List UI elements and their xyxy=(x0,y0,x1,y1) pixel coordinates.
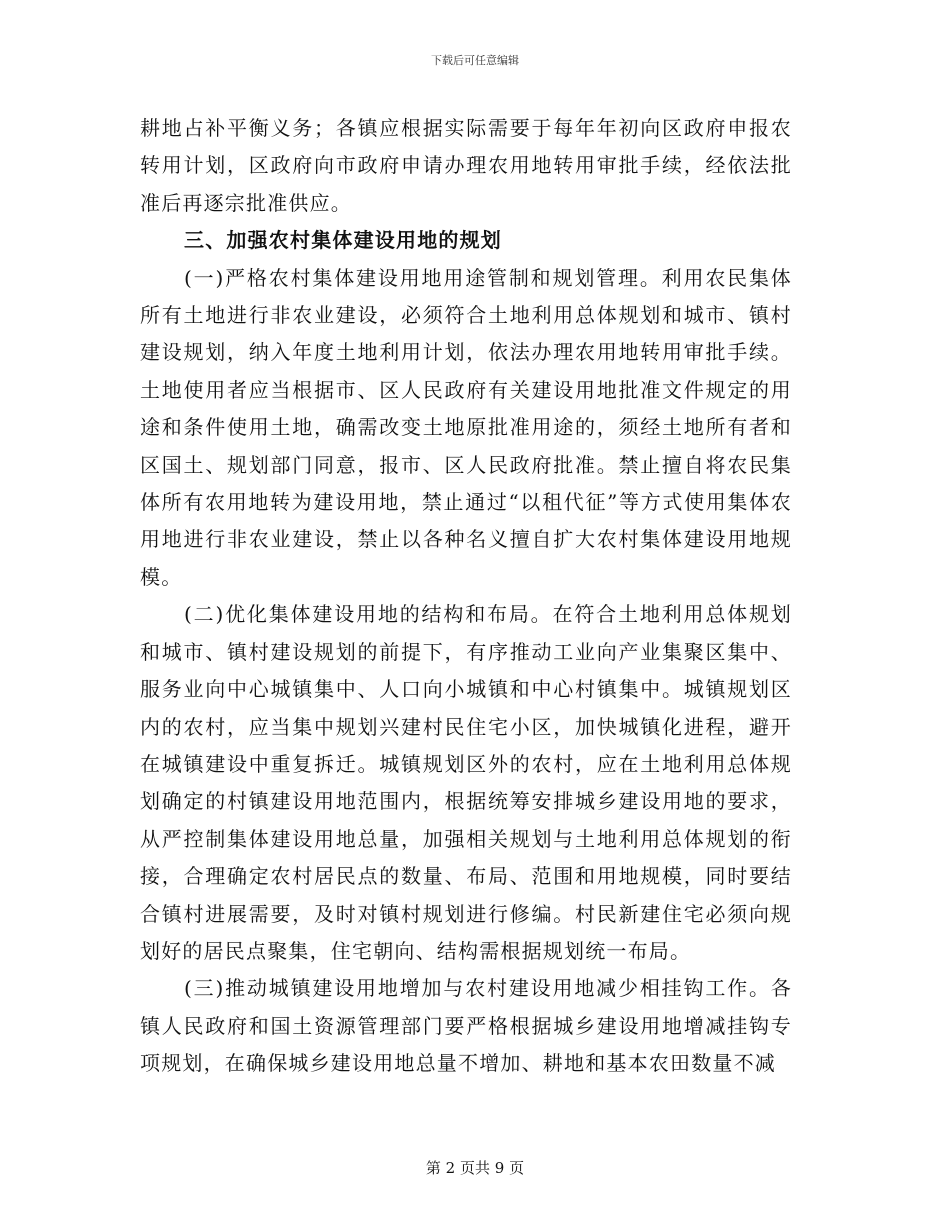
section-heading: 三、加强农村集体建设用地的规划 xyxy=(184,228,502,253)
document-body xyxy=(140,110,792,1083)
paragraph-item-2: (二)优化集体建设用地的结构和布局。在符合土地利用总体规划和城市、镇村建设规划的前提下，有序推动工业向产业集聚区集中、服务业向中心城镇集中、人口向小城镇和中心村镇集中。城镇规划区内的农村，应当集中规划兴建村民住宅小区，加快城镇化进程，避开在城镇建设中重复拆迁。城镇规划区外的农村，应在土地利用总体规划确定的村镇建设用地范围内，根据统筹安排城乡建设用地的要求，从严控制集体建设用地总量，加强相关规划与土地利用总体规划的衔接，合理确定农村居民点的数量、布局、范围和用地规模，同时要结合镇村进展需要，及时对镇村规划进行修编。村民新建住宅必须向规划好的居民点聚集，住宅朝向、结构需根据规划统一布局。 xyxy=(140,602,792,963)
page-footer: 第 2 页共 9 页 xyxy=(425,1159,525,1177)
paragraph-continued: 耕地占补平衡义务；各镇应根据实际需要于每年年初向区政府申报农转用计划，区政府向市政府申请办理农用地转用审批手续，经依法批准后再逐宗批准供应。 xyxy=(140,116,792,215)
paragraph-item-1: (一)严格农村集体建设用地用途管制和规划管理。利用农民集体所有土地进行非农业建设，必须符合土地利用总体规划和城市、镇村建设规划，纳入年度土地利用计划，依法办理农用地转用审批手续。土地使用者应当根据市、区人民政府有关建设用地批准文件规定的用途和条件使用土地，确需改变土地原批准用途的，须经土地所有者和区国土、规划部门同意，报市、区人民政府批准。禁止擅自将农民集体所有农用地转为建设用地，禁止通过“以租代征”等方式使用集体农用地进行非农业建设，禁止以各种名义擅自扩大农村集体建设用地规模。 xyxy=(140,265,792,589)
paragraph-item-3: (三)推动城镇建设用地增加与农村建设用地减少相挂钩工作。各镇人民政府和国土资源管理部门要严格根据城乡建设用地增减挂钩专项规划，在确保城乡建设用地总量不增加、耕地和基本农田数量不减 xyxy=(140,976,792,1076)
page-header: 下载后可任意编辑 xyxy=(431,54,519,67)
